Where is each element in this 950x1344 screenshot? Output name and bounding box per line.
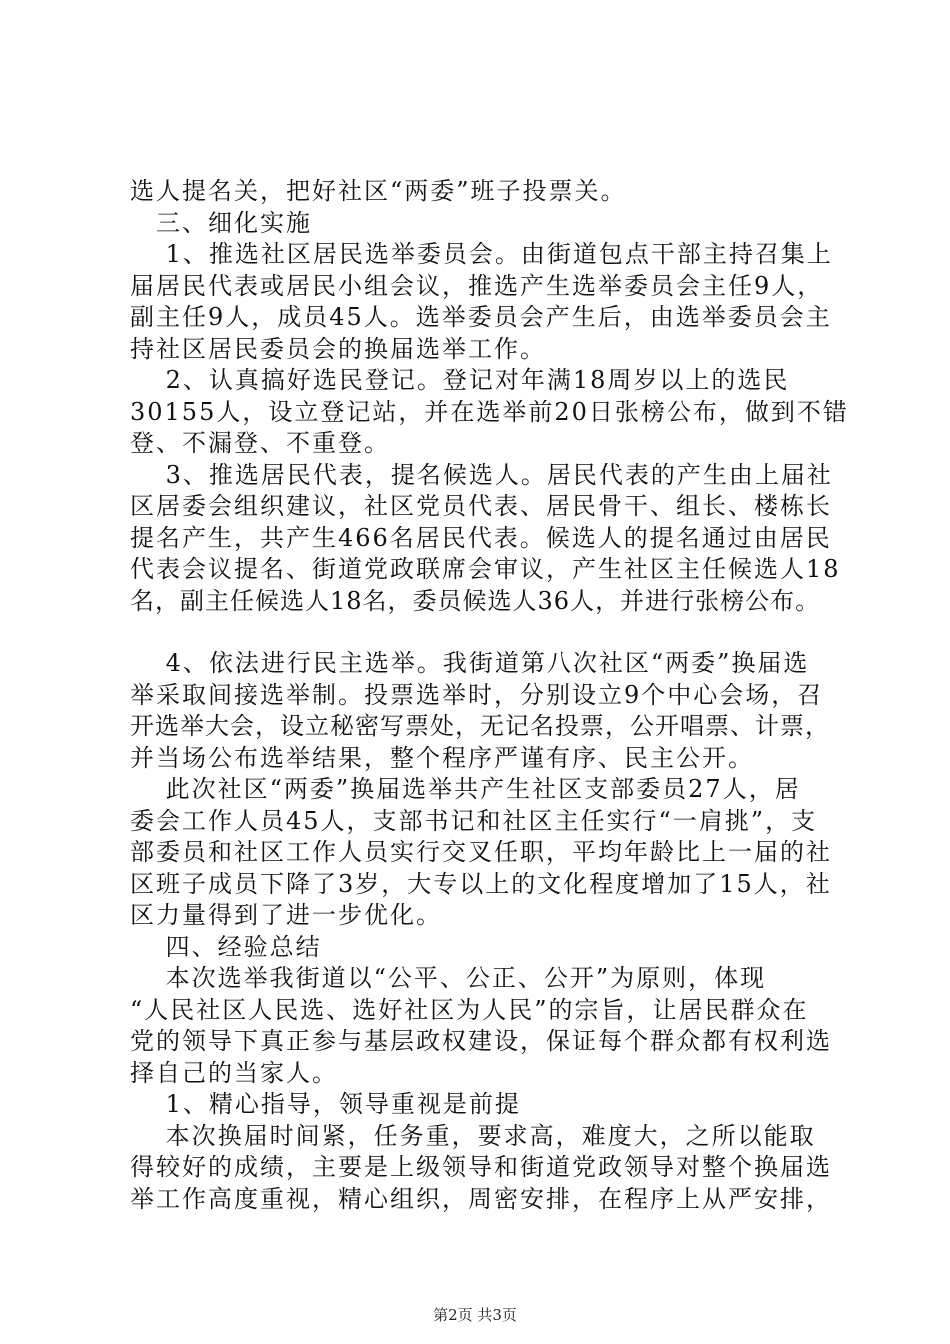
text-line: 3、推选居民代表，提名候选人。居民代表的产生由上届社 bbox=[130, 460, 833, 489]
text-line: 此次社区“两委”换届选举共产生社区支部委员27人，居 bbox=[130, 775, 801, 803]
text-line: 党的领导下真正参与基层政权建设，保证每个群众都有权利选 bbox=[130, 1027, 832, 1055]
text-line: 提名产生，共产生466名居民代表。候选人的提名通过由居民 bbox=[130, 523, 832, 552]
text-line: 4、依法进行民主选举。我街道第八次社区“两委”换届选 bbox=[130, 649, 810, 677]
text-line: 副主任9人，成员45人。选举委员会产生后，由选举委员会主 bbox=[130, 303, 832, 331]
text-line: 本次换届时间紧，任务重，要求高，难度大，之所以能取 bbox=[130, 1121, 816, 1150]
section-heading: 四、经验总结 bbox=[130, 932, 322, 961]
text-line: 并当场公布选举结果，整个程序严谨有序、民主公开。 bbox=[130, 743, 754, 772]
text-line: 代表会议提名、街道党政联席会审议，产生社区主任候选人18 bbox=[130, 555, 841, 583]
text-line: 举采取间接选举制。投票选举时，分别设立9个中心会场，召 bbox=[130, 680, 824, 709]
text-line: 举工作高度重视，精心组织，周密安排，在程序上从严安排， bbox=[130, 1184, 832, 1213]
text-line: 名，副主任候选人18名，委员候选人36人，并进行张榜公布。 bbox=[130, 586, 821, 615]
text-line: 区班子成员下降了3岁，大专以上的文化程度增加了15人，社 bbox=[130, 869, 832, 898]
text-line: 区居委会组织建议，社区党员代表、居民骨干、组长、楼栋长 bbox=[130, 492, 832, 520]
text-line: 择自己的当家人。 bbox=[130, 1058, 338, 1087]
text-line: 届居民代表或居民小组会议，推选产生选举委员会主任9人， bbox=[130, 271, 824, 300]
text-line: 1、推选社区居民选举委员会。由街道包点干部主持召集上 bbox=[130, 240, 833, 268]
text-line: 区力量得到了进一步优化。 bbox=[130, 901, 442, 929]
document-body bbox=[130, 176, 850, 1215]
text-line: 委会工作人员45人，支部书记和社区主任实行“一肩挑”，支 bbox=[130, 806, 818, 835]
text-line: 开选举大会，设立秘密写票处，无记名投票，公开唱票、计票， bbox=[130, 712, 830, 740]
text-line: 部委员和社区工作人员实行交叉任职，平均年龄比上一届的社 bbox=[130, 838, 832, 866]
text-line: “人民社区人民选、选好社区为人民”的宗旨，让居民群众在 bbox=[130, 995, 809, 1024]
text-line: 选人提名关，把好社区“两委”班子投票关。 bbox=[130, 177, 627, 205]
text-line: 持社区居民委员会的换届选举工作。 bbox=[130, 334, 546, 363]
section-heading: 三、细化实施 bbox=[130, 208, 312, 237]
text-line: 本次选举我街道以“公平、公正、公开”为原则，体现 bbox=[130, 964, 767, 992]
text-line: 得较好的成绩，主要是上级领导和街道党政领导对整个换届选 bbox=[130, 1153, 832, 1181]
page-number-footer: 第2页 共3页 bbox=[433, 1306, 517, 1324]
text-line: 30155人，设立登记站，并在选举前20日张榜公布，做到不错 bbox=[130, 397, 849, 426]
text-line: 登、不漏登、不重登。 bbox=[130, 429, 390, 457]
subsection-heading: 1、精心指导，领导重视是前提 bbox=[130, 1090, 521, 1118]
paragraph-gap bbox=[130, 617, 850, 648]
text-line: 2、认真搞好选民登记。登记对年满18周岁以上的选民 bbox=[130, 366, 790, 394]
